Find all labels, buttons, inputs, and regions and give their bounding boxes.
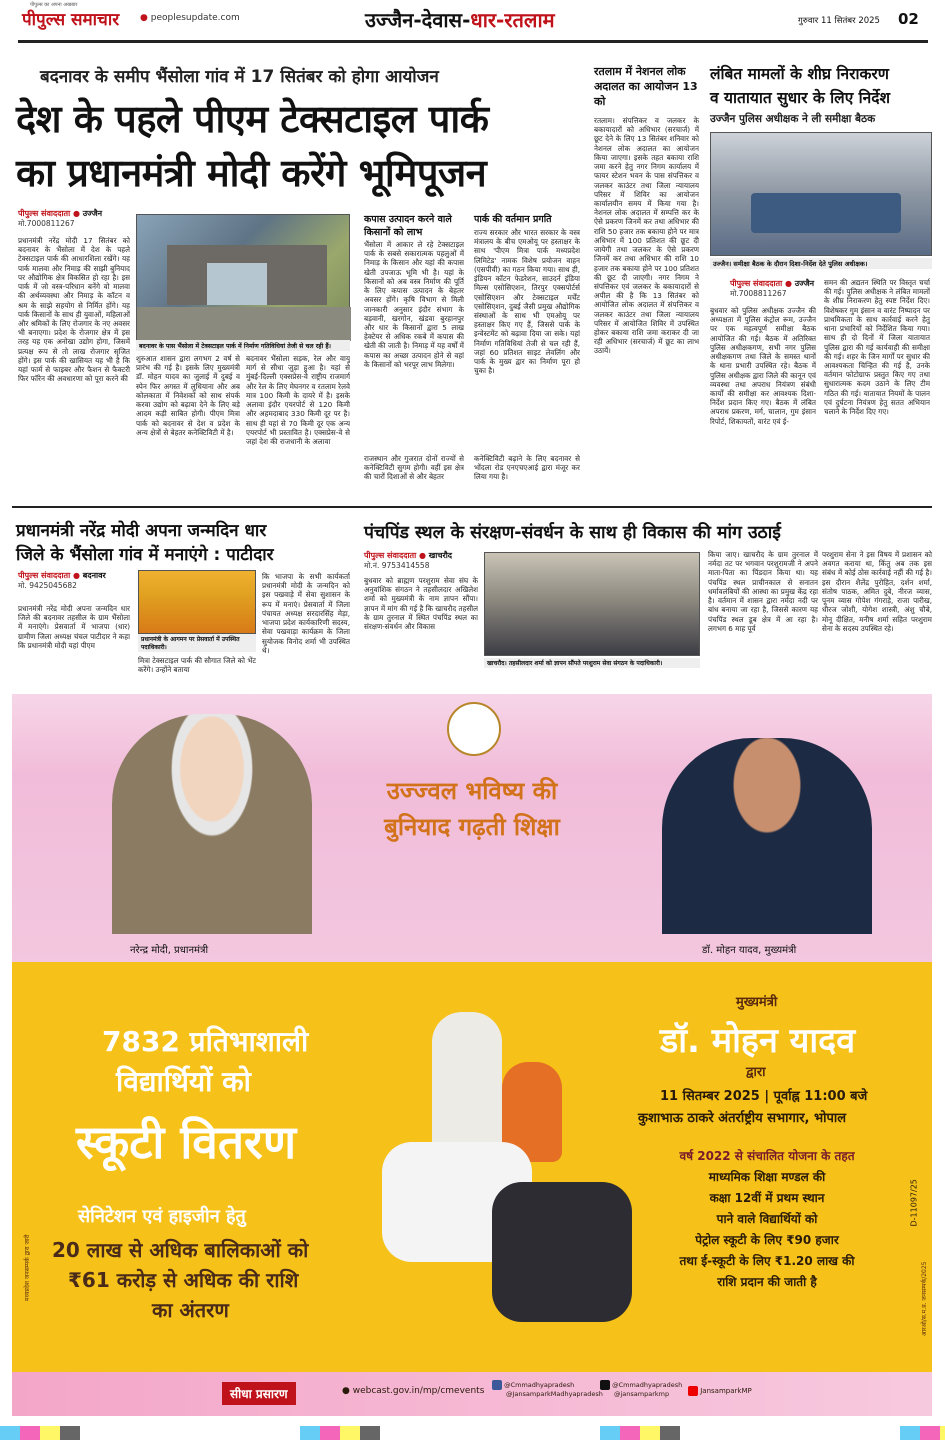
scheme-line-6: तथा ई-स्कूटी के लिए ₹1.20 लाख की	[679, 1254, 855, 1268]
edition-b: धार-रतलाम	[470, 8, 555, 32]
lead-headline-2: का प्रधानमंत्री मोदी करेंगे भूमिपूजन	[16, 151, 487, 195]
girls-line-3: का अंतरण	[152, 1298, 229, 1322]
students-line: विद्यार्थियों को	[116, 1065, 251, 1098]
birthday-col-2a: मित्रा टेक्सटाइल पार्क की सौगात जिले को भेंट करेंगे। उन्होंने बताया	[138, 656, 256, 675]
ad-top-panel	[12, 694, 932, 962]
panchpind-photo-caption: खाचरौद। तहसीलदार शर्मा को ज्ञापन सौंपते परशुराम सेवा संगठन के पदाधिकारी।	[484, 658, 700, 668]
lead-col-2: शुरुआत शासन द्वारा लगभग 2 वर्ष से प्रारंभ की गई है। इसके लिए मुख्यमंत्री डॉ. मोहन यादव का जुलाई में दुबई व स्पेन फिर अगस्त में लुधियाना और अब कोलकाता में निवेशकों को साथ संपर्क करवा उद्योग को बढ़ावा देने के लिए बड़े आदम कड़ी साबित होगी। पीएम मित्रा पार्क को बदनावर से देश व प्रदेश के अन्य क्षेत्रों से बेहतर कनेक्टिविटी में है।	[136, 354, 240, 437]
birthday-headline-2: जिले के भैंसोला गांव में मनाएंगे : पाटीदार	[16, 545, 274, 565]
lead-col-4b: राजस्थान और गुजरात दोनों राज्यों से कनेक्टिविटी सुगम होगी। वहीं इस क्षेत्र की चारों दिशाओं से और बेहतर	[364, 454, 464, 482]
lead-col-5a: राज्य सरकार और भारत सरकार के वस्त्र मंत्रालय के बीच एमओयू पर हस्ताक्षर के साथ 'पीएम मित्रा पार्क मध्यप्रदेश लिमिटेड' नामक विशेष प्रयोजन वाहन (एसपीवी) का गठन किया गया। साथ ही, इंडियन कॉटन फेडरेशन, साउदर्न इंडिया मिल्स एसोसिएशन, तिरपुर एक्सपोर्टर्स एसोसिएशन और टेक्सटाइल मर्चेंट एसोसिएशन, दुबई जैसी प्रमुख औद्योगिक संस्थाओं के साथ भी एमओयू पर हस्ताक्षर किए गए हैं, जिससे पार्क के इन्वेस्टमेंट को बढ़ावा दिया जा सके। यहां निर्माण गतिविधियां तेजी से चल रही हैं, जहां 60 प्रतिशत साइट लेवलिंग और पार्क के मुख्य द्वार का निर्माण पूरा हो चुका है।	[474, 228, 580, 376]
scooter-illustration	[372, 1002, 642, 1342]
yt-handle: JansamparkMP	[700, 1387, 752, 1395]
govt-emblem-icon	[447, 702, 501, 756]
scheme-line-1: वर्ष 2022 से संचालित योजना के तहत	[679, 1149, 855, 1163]
police-photo-caption: उज्जैन। समीक्षा बैठक के दौरान दिशा-निर्देश देते पुलिस अधीक्षक।	[710, 258, 932, 269]
event-datetime: 11 सितम्बर 2025 | पूर्वाह्न 11:00 बजे	[660, 1089, 868, 1104]
event-venue: कुशाभाऊ ठाकरे अंतर्राष्ट्रीय सभागार, भोपाल	[638, 1111, 847, 1126]
lead-photo	[136, 214, 350, 340]
sub-farmers: कपास उत्पादन करने वाले किसानों को लाभ	[364, 214, 452, 238]
by-line: द्वारा	[746, 1065, 766, 1080]
meeting-table	[751, 193, 901, 233]
panchpind-col-2: किया जाए। खाचरौद के ग्राम तुरनाल में नर्मदा तट पर भगवान परशुरामजी ने अपने माता-पिता का पिंडदान किया था। यह पंचपिंड स्थल प्राचीनकाल से सनातन धर्मावलंबियों की आस्था का प्रमुख केंद्र रहा है। वर्तमान में शासन द्वारा नर्मदा नदी पर बांध बनाया जा रहा है, जिससे कारण यह पंचपिंड स्थल डूब क्षेत्र में आ रहा है। लगभग 6 माह पूर्व	[708, 550, 818, 633]
scheme-line-7: राशि प्रदान की जाती है	[717, 1275, 817, 1289]
pm-portrait	[112, 714, 312, 934]
birthday-headline-1: प्रधानमंत्री नरेंद्र मोदी अपना जन्मदिन धार	[16, 521, 267, 541]
live-band	[12, 1372, 932, 1416]
byline-name: पीपुल्स संवाददाता	[730, 279, 783, 288]
police-subhead: उज्जैन पुलिस अधीक्षक ने ली समीक्षा बैठक	[710, 113, 876, 125]
gate-opening	[207, 263, 267, 305]
panchpind-headline: पंचपिंड स्थल के संरक्षण-संवर्धन के साथ ही विकास की मांग उठाई	[364, 523, 781, 543]
globe-icon: ●	[140, 13, 148, 23]
lead-photo-caption: बदनावर के पास भैंसोला में टेक्सटाइल पार्क में निर्माण गतिविधियां तेजी से चल रही हैं।	[136, 340, 350, 351]
road	[137, 307, 351, 341]
facebook-icon	[492, 1380, 502, 1390]
webcast-link[interactable]	[342, 1386, 484, 1396]
date-line: गुरुवार 11 सितंबर 2025	[798, 16, 880, 26]
byline-mobile: मो.नं. 9753414558	[364, 561, 430, 570]
scooter-dark	[492, 1182, 632, 1322]
fb-handle-2: @JansamparkMadhyapradesh	[506, 1390, 603, 1398]
panchpind-col-3: परशुराम सेना ने इस विषय में प्रशासन को अवगत कराया था, किंतु अब तक इस संबंध में कोई ठोस कार्रवाई नहीं की गई है। इस दौरान शैलेंद्र पुरोहित, दर्शन शर्मा, संतोष पाठक, अमित दुबे, नीरज व्यास, पूनम व्यास गोपेश गंगराड़े, राजा पारीख, धीरज जोशी, योगेश शास्त्री, अंशु चौबे, मोनू दीक्षित, मनीष शर्मा सहित परशुराम सेना के सदस्य उपस्थित रहे।	[822, 550, 932, 633]
pm-name: नरेन्द्र मोदी, प्रधानमंत्री	[130, 945, 209, 956]
facebook-handles[interactable]	[492, 1380, 603, 1398]
ad-slogan-2: बुनियाद गढ़ती शिक्षा	[384, 813, 560, 841]
x-handle-2: @jansamparkmp	[614, 1390, 670, 1398]
ad-slogan-1: उज्ज्वल भविष्य की	[386, 777, 558, 805]
masthead-rule	[18, 40, 928, 43]
color-registration-bar	[0, 1426, 945, 1440]
lead-kicker: बदनावर के समीप भैंसोला गांव में 17 सितंबर को होगा आयोजन	[40, 67, 439, 87]
section-divider	[12, 506, 932, 508]
edition-title	[365, 6, 555, 33]
panchpind-col-1: बुधवार को ब्राह्मण परशुराम सेवा संघ के अनुवांशिक संगठन ने तहसीलदार अखिलेश शर्मा को मुख्यमंत्री के नाम ज्ञापन सौंपा। ज्ञापन में मांग की गई है कि खाचरौद तहसील के ग्राम तुरनाल में स्थित पंचपिंड स्थल का संरक्षण-संवर्धन और विकास	[364, 576, 478, 632]
x-twitter-icon	[600, 1380, 610, 1390]
byline-name: पीपुल्स संवाददाता	[364, 551, 417, 560]
masthead-logo: पीपुल्स समाचार	[22, 10, 120, 30]
cm-name-caption: डॉ. मोहन यादव, मुख्यमंत्री	[702, 945, 797, 956]
live-b: प्रसारण	[255, 1387, 288, 1401]
girls-line-2: ₹61 करोड़ से अधिक की राशि	[68, 1268, 299, 1292]
panchpind-byline: पीपुल्स संवाददाता ● खाचरौद मो.नं. 9753414558	[364, 550, 480, 571]
byline-place: खाचरौद	[428, 551, 453, 560]
police-byline: पीपुल्स संवाददाता ● उज्जैन मो.7008811267	[730, 278, 830, 299]
scheme-box	[652, 1146, 882, 1293]
byline-name: पीपुल्स संवाददाता	[18, 209, 71, 218]
globe-icon: ●	[342, 1386, 350, 1396]
lead-col-3: बदनावर भैंसोला सड़क, रेल और वायु मार्ग से सीधा जुड़ा हुआ है। यहां से मुंबई-दिल्ली एक्सप्रेस-वे राष्ट्रीय राजमार्ग और रेल के लिए मेघनगर व रतलाम रेलवे मात्र 100 किमी के दायरे में है। इसके अलावा इंदौर एयरपोर्ट से 120 किमी और अहमदाबाद 330 किमी दूर पर है। साथ ही यहां से 70 किमी दूर एक अन्य एयरपोर्ट भी प्रस्तावित है। एक्सप्रेस-वे से जहां देश की राजधानी के अलावा	[246, 354, 350, 446]
police-headline-2: व यातायात सुधार के लिए निर्देश	[710, 89, 891, 107]
byline-place: बदनावर	[82, 571, 106, 580]
lead-byline: पीपुल्स संवाददाता ● उज्जैन मो.7000811267	[18, 208, 128, 229]
police-headline-1: लंबित मामलों के शीघ्र निराकरण	[710, 65, 889, 83]
byline-name: पीपुल्स संवाददाता	[18, 571, 71, 580]
lokadalat-headline: रतलाम में नेशनल लोक अदालत का आयोजन 13 को	[594, 65, 698, 108]
masthead	[0, 0, 945, 44]
count-line: 7832 प्रतिभाशाली	[102, 1025, 309, 1058]
police-col-2: समन की अद्यतन स्थिति पर विस्तृत चर्चा की गई। पुलिस अधीक्षक ने लंबित मामलों के शीघ्र निराकरण हेतु स्पष्ट निर्देश दिए। विशेषकर गुम इंसान व वारंट निष्पादन पर प्राथमिकता के साथ कार्रवाई करने हेतु थाना प्रभारियों को निर्देशित किया गया। साथ ही दो दिनों में जिला यातायात पुलिस द्वारा की गई कार्यवाही की समीक्षा की गई। शहर के जिन मार्गों पर सुधार की आवश्यकता चिन्हित की गई है, उनके वर्तमान फोटोग्राफ प्रस्तुत किए गए तथा सुधारात्मक कदम उठाने के लिए टीम गठित की गई। यातायात नियमों के पालन एवं दुर्घटना नियंत्रण हेतु सतत अभियान चलाने के निर्देश दिए गए।	[824, 278, 930, 417]
scheme-line-3: कक्षा 12वीं में प्रथम स्थान	[709, 1191, 825, 1205]
ro-vertical: आरओ/स.म.प्र. जनसम्पर्क/2025	[921, 1261, 928, 1336]
byline-mobile: मो.7000811267	[18, 219, 75, 228]
birthday-col-2b: कि भाजपा के सभी कार्यकर्ता प्रधानमंत्री मोदी के जन्मदिन को इस पखवाड़े में सेवा सुशासन के रूप में मनाएं। प्रेसवार्ता में जिला पंचायत अध्यक्ष सरदारसिंह मेड़ा, भाजपा प्रदेश कार्यकारिणी सदस्य, सेवा पखवाड़ा कार्यक्रम के जिला सुयोजक विनोद शर्मा भी उपस्थित थे।	[262, 572, 350, 655]
scheme-line-2: माध्यमिक शिक्षा मण्डल की	[708, 1170, 826, 1184]
webcast-text: webcast.gov.in/mp/cmevents	[352, 1386, 485, 1396]
sanitation-line: सेनिटेशन एवं हाइजीन हेतु	[78, 1206, 246, 1227]
lokadalat-text: रतलाम। संपत्तिकर व जलकर के बकायादारों को अधिभार (सरचार्ज) में छूट देने के लिए 13 सितंबर शनिवार को नेशनल लोक अदालत का आयोजन किया जाएगा। इसके तहत बकाया राशि जमा करने हेतु नगर निगम कार्यालय में फायर स्टेशन भवन के पास संपत्तिकर व जलकर काउंटर तथा जिला न्यायालय परिसर में शिविर का आयोजन कार्यालयीन समय में किया गया है। नेशनल लोक अदालत में सम्पत्ति कर के ऐसे प्रकरण जिनमें कर तथा अधिभार की राशि 50 हजार तक बकाया होने पर मात्र अधिभार में 100 प्रतिशत की छूट दी जायेगी तथा जलकर के ऐसे प्रकरण जिनमें कर तथा अधिभार की राशि 10 हजार तक बकाया होने पर 100 प्रतिशत की छूट दी जाएगी। नगर निगम ने संपत्तिकर एवं जलकर के बकायादारों से अपील की है कि 13 सितंबर को आयोजित लोक अदालत में संपत्तिकर व जलकर काउंटर तथा जिला न्यायालय परिसर में आयोजित शिविर में उपस्थित होकर बकाया राशि जमा कराकर दी जा रही अधिभार (सरचार्ज) में छूट का लाभ उठायें।	[594, 116, 699, 356]
cm-label: मुख्यमंत्री	[736, 995, 778, 1010]
scheme-line-5: पेट्रोल स्कूटी के लिए ₹90 हजार	[695, 1233, 839, 1247]
girls-line-1: 20 लाख से अधिक बालिकाओं को	[52, 1238, 309, 1262]
birthday-byline: पीपुल्स संवाददाता ● बदनावर मो. 9425045682	[18, 570, 138, 591]
sub-progress: पार्क की वर्तमान प्रगति	[474, 214, 552, 225]
issuer-vertical: मध्यप्रदेश जनसम्पर्क द्वारा जारी	[24, 1234, 31, 1301]
youtube-handle[interactable]	[688, 1386, 752, 1396]
masthead-logo-tagline: पीपुल्स का अपना अखबार	[30, 2, 78, 8]
x-handles[interactable]	[600, 1380, 682, 1398]
police-photo	[710, 132, 932, 256]
byline-mobile: मो.7008811267	[730, 289, 787, 298]
live-label	[222, 1382, 296, 1405]
birthday-photo-caption: प्रधानमंत्री के आगमन पर प्रेसवार्ता में उपस्थित पदाधिकारी।	[138, 634, 256, 652]
youtube-icon	[688, 1386, 698, 1396]
live-a: सीधा	[230, 1387, 252, 1401]
fb-handle-1: @Cmmadhyapradesh	[504, 1381, 575, 1389]
byline-place: उज्जैन	[794, 279, 815, 288]
website-text: peoplesupdate.com	[150, 13, 240, 23]
panchpind-photo	[484, 552, 700, 656]
scooty-title: स्कूटी वितरण	[76, 1115, 297, 1169]
rider-boy	[432, 1012, 502, 1152]
ad-bottom-panel	[12, 962, 932, 1372]
edition-a: उज्जैन-देवास-	[365, 8, 471, 32]
byline-mobile: मो. 9425045682	[18, 581, 77, 590]
lead-headline-1: देश के पहले पीएम टेक्सटाइल पार्क	[16, 97, 489, 141]
x-handle-1: @Cmmadhyapradesh	[612, 1381, 683, 1389]
page-number: 02	[898, 10, 919, 28]
police-col-1: बुधवार को पुलिस अधीक्षक उज्जैन की अध्यक्षता में पुलिस कंट्रोल रूम, उज्जैन पर एक महत्वपूर्ण समीक्षा बैठक आयोजित की गई। बैठक में अतिरिक्त पुलिस अधीक्षकगण, सभी नगर पुलिस अधीक्षकगण तथा जिले के समस्त थानों के थाना प्रभारी उपस्थित रहे। बैठक में पुलिस अधीक्षक द्वारा जिले की कानून एवं व्यवस्था तथा अपराध नियंत्रण संबंधी कार्यों की समीक्षा कर आवश्यक दिशा-निर्देश प्रदान किए गए। बैठक में लंबित अपराध प्रकरण, मर्ग, चालान, गुम इंसान रिपोर्ट, शिकायतों, वारंट एवं ई-	[710, 306, 816, 426]
website-link[interactable]	[140, 13, 240, 23]
birthday-col-1: प्रधानमंत्री नरेंद्र मोदी अपना जन्मदिन धार जिले की बदनावर तहसील के ग्राम भैंसोला में मनाएंगे। प्रेसवार्ता में भाजपा (धार) ग्रामीण जिला अध्यक्ष चंचल पाटीदार ने कहा कि प्रधानमंत्री मोदी यहां पीएम	[18, 604, 130, 650]
ad-code: D-11097/25	[909, 1179, 919, 1227]
lead-col-4a: भैंसोला में आकार ले रहे टेक्सटाइल पार्क के सबसे सकारात्मक पहलुओं में निमाड़ के किसान और यहां की कपास खेती उपजाऊ भूमि भी है। यहां के किसानों को अब वस्त्र निर्माण की पूर्ति के लिए कपास उत्पादन के बेहतर अवसर होंगे। कृषि विभाग से मिली जानकारी अनुसार इंदौर संभाग के बड़वानी, खरगोन, खंडवा बुरहानपुर और धार के किसानों द्वारा 5 लाख हेक्टेयर से अधिक रकबे में कपास की खेती की जाती है। निमाड़ में यह वर्षों में कपास का अच्छा उत्पादन होने से वहां के किसानों को भरपूर लाभ मिलेगा।	[364, 240, 464, 369]
scheme-line-4: पाने वाले विद्यार्थियों को	[716, 1212, 818, 1226]
lead-col-1: प्रधानमंत्री नरेंद्र मोदी 17 सितंबर को बदनावर के भैंसोला में देश के पहले टेक्सटाइल पार्क की आधारशिला रखेंगे। यह पार्क मालवा और निमाड़ की साझी बुनियाद पर औद्योगिक क्षेत्र विकसित हो रहा है। इस पार्क में जो वस्त्र-परिधान बनेंगे वो मालवा की अर्थव्यवस्था और निमाड़ के कॉटन व श्रम के साझे सहयोग से निर्मित होंगे। यह पार्क किसानों के साथ ही युवाओं, महिलाओं और श्रमिकों के लिए रोजगार के नए अवसर भी बनाएगा। प्रदेश के रोजगार क्षेत्र में इस तरह यह एक अनोखा उद्योग होगा, जिसमें प्रत्यक्ष रूप से तो लाख रोजगार सृजित होंगे। इस पार्क की खासियत यह भी है कि यहां फार्म से फाइबर और फैशन से फैक्टरी फिर फॉरेन की अवधारणा को पूरा करने की	[18, 236, 130, 384]
lead-col-5b: कनेक्टिविटी बढ़ाने के लिए बदनावर से भोंदला रोड एनएचएआई द्वारा मंजूर कर लिया गया है।	[474, 454, 580, 482]
cm-portrait	[662, 738, 872, 934]
cm-name-big: डॉ. मोहन यादव	[660, 1021, 856, 1061]
byline-place: उज्जैन	[82, 209, 103, 218]
birthday-photo	[138, 570, 256, 634]
